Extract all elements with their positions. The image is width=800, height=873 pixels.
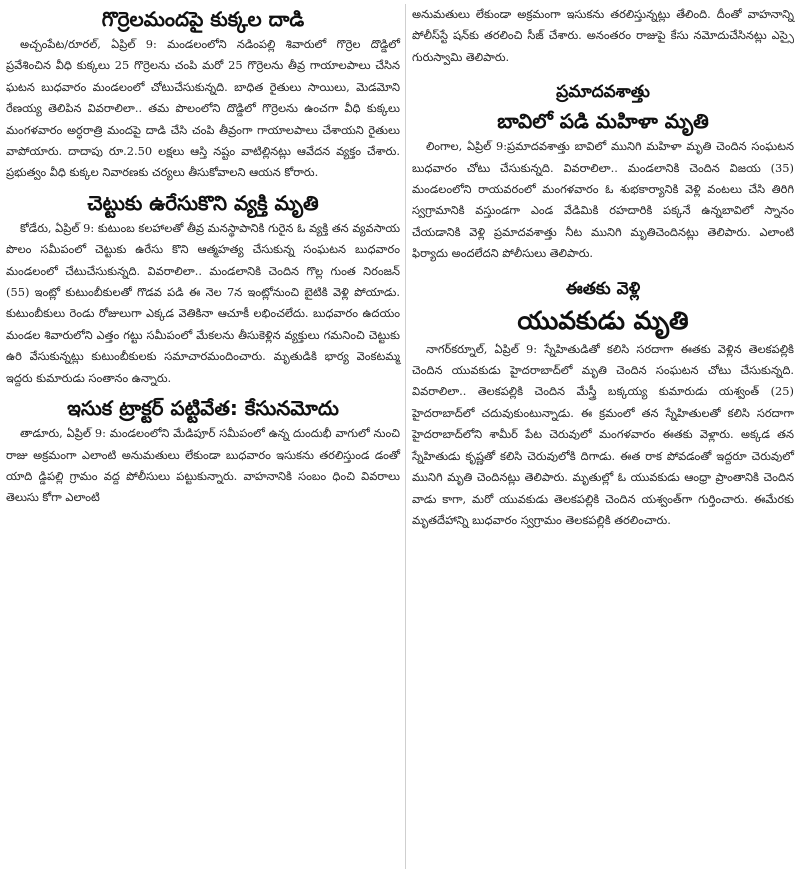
headline-sand-tractor: ఇసుక ట్రాక్టర్ పట్టివేత: కేసునమోదు xyxy=(67,396,339,421)
kicker-well-accident: ప్రమాదవశాత్తు xyxy=(556,82,650,103)
body-well-accident: లింగాల, ఏప్రిల్ 9:ప్రమాదవశాత్తు బావిలో మునిగి మహిళా మృతి చెందిన సంఘటన బుధవారం చోటు చేసుకున్నది. వివరాలిలా.. మండలానికి చెందిన విజయ (35) మండలంలోని రాయవరంలో మంగళవారం ఓ శుభకార్యానికి వెళ్లి వంటలు చేసి తిరిగి స్వగ్రామానికి వస్తుండగా ఎండ వేడిమికి రహదారికి పక్కనే ఉన్నబావిలో స్నానం చేయడానికి వెళ్లి ప్రమాదవశాత్తు నీట మునిగి మృతిచెందినట్లు తెలిపారు. ఎలాంటి ఫిర్యాదు అందలేదని పోలీసులు తెలిపారు. xyxy=(412,139,794,261)
body-hanging: కోడేరు, ఏప్రిల్ 9: కుటుంబ కలహాలతో తీవ్ర మనస్థాపానికి గురైన ఓ వ్యక్తి తన వ్యవసాయ పొలం సమీపంలో చెట్టుకు ఉరేసు కొని ఆత్మహత్య చేసుకున్న సంఘటన బుధవారం మండలంలో చేటుచేసుకున్నది. వివరాలిలా.. మండలానికి చెందిన గొల్ల గుంత నిరంజన్ (55) ఇంట్లో కుటుంబీకులతో గొడవ పడి ఈ నెల 7న ఇంట్లోనుంచి బైటికి వెళ్లి పోయాడు. కుటుంబీకులు రెండు రోజులుగా ఎక్కడ వెతికినా ఆచూకీ లభించలేదు. బుధవారం ఉదయం మండల శివారులోని ఎత్తం గట్టు సమీపంలో మేకలను తీసుకెళ్లిన వ్యక్తులు గమనించి చెట్టుకు ఉరి వేసుకున్నట్లు కుటుంబీకులకు సమాచారమందించారు. మృతుడికి భార్య వెంకటమ్మ ఇద్దరు కుమారుడు సంతానం ఉన్నారు. xyxy=(6,220,400,385)
column-divider xyxy=(405,4,406,869)
article-dogs-attack xyxy=(6,4,400,184)
left-column xyxy=(6,4,400,509)
headline-swimming-death: యువకుడు మృతి xyxy=(517,305,689,335)
right-column xyxy=(412,4,794,531)
body-sand-tractor-part2: అనుమతులు లేకుండా అక్రమంగా ఇసుకను తరలిస్తున్నట్లు తేలింది. దీంతో వాహనాన్ని పోలీస్‌స్టే షన్‌కు తరలించి సీజ్ చేశారు. అనంతరం రాజుపై కేసు నమోదుచేసినట్లు ఎస్సై గురుస్వామి తెలిపారు. xyxy=(412,7,794,64)
article-sand-tractor xyxy=(6,393,400,509)
headline-hanging: చెట్టుకు ఉరేసుకొని వ్యక్తి మృతి xyxy=(87,190,319,215)
kicker-swimming-death: ఈతకు వెళ్లి xyxy=(565,278,641,299)
article-sand-tractor-continued xyxy=(412,4,794,68)
article-swimming-death xyxy=(412,275,794,532)
headline-well-accident: బావిలో పడి మహిళా మృతి xyxy=(497,109,709,134)
article-well-accident xyxy=(412,78,794,264)
body-sand-tractor-part1: తాడూరు, ఏప్రిల్ 9: మండలంలోని మేడిపూర్ సమీపంలో ఉన్న దుందుభీ వాగులో నుంచి రాజు అక్రమంగా ఎలాంటి అనుమతులు లేకుండా బుధవారం ఇసుకను తరలిస్తుండ డంతో యాది డ్డిపల్లి గ్రామం వద్ద పోలీసులు పట్టుకున్నారు. వాహనానికి సంబం ధించి వివరాలు తెలుసు కోగా ఎలాంటి xyxy=(6,426,400,505)
article-hanging xyxy=(6,188,400,389)
body-swimming-death: నాగర్‌కర్నూల్, ఏప్రిల్ 9: స్నేహితుడితో కలిసి సరదాగా ఈతకు వెళ్లిన తెలకపల్లికి చెందిన యువకుడు హైదరాబాద్‌లో మృతి చెందిన సంఘటన చోటు చేసుకున్నది. వివరాలిలా.. తెలకపల్లికి చెందిన మేస్త్రీ బక్కయ్య కుమారుడు యశ్వంత్ (25) హైదరాబాద్‌లో చదువుకుంటున్నాడు. ఈ క్రమంలో తన స్నేహితులతో కలిసి సరదాగా హైదరాబాద్‌లోని శామీర్ పేట చెరువులో మంగళవారం ఈతకు వెళ్లారు. అక్కడ తన స్నేహితుడు కృష్ణతో కలిసి చెరువులోకి దిగాడు. ఈత రాక పోవడంతో ఇద్దరూ చెరువులో మునిగి మృతి చెందినట్లు తెలిపారు. మృతుల్లో ఓ యువకుడు ఆంధ్రా ప్రాంతానికి చెందిన వాడు కాగా, మరో యువకుడు తెలకపల్లికి చెందిన యశ్వంత్‌గా గుర్తించారు. ఈమేరకు మృతదేహాన్ని బుధవారం స్వగ్రామం తెలకపల్లికి తరలించారు. xyxy=(412,341,794,527)
body-dogs-attack: అచ్చంపేట/రూరల్, ఏప్రిల్ 9: మండలంలోని నడింపల్లి శివారులో గొర్రెల దొడ్డిలో ప్రవేశించిన వీధి కుక్కలు 25 గొర్రెలను చంపి మరో 25 గొర్రెలను తీవ్ర గాయాలపాలు చేసిన ఘటన బుధవారం మండలంలో చోటుచేసుకున్నది. బాధిత రైతులు సాయిలు, మెడమోని రేణయ్య తెలిపిన వివరాలిలా.. తమ పొలంలోని దొడ్డిలో గొర్రెలను ఉంచగా వీధి కుక్కలు మంగళవారం అర్ధరాత్రి మందపై దాడి చేసి చంపి తీవ్రంగా గాయాలపాలు చేశాయని రైతులు వాపోయారు. దాదాపు రూ.2.50 లక్షలు ఆస్తి నష్టం వాటిల్లినట్లు ఆవేదన వ్యక్తం చేశారు. ప్రభుత్వం వీధి కుక్కల నివారణకు చర్యలు తీసుకోవాలని ఆయన కోరారు. xyxy=(6,37,400,180)
headline-dogs-attack: గొర్రెలమందపై కుక్కల దాడి xyxy=(101,7,305,31)
